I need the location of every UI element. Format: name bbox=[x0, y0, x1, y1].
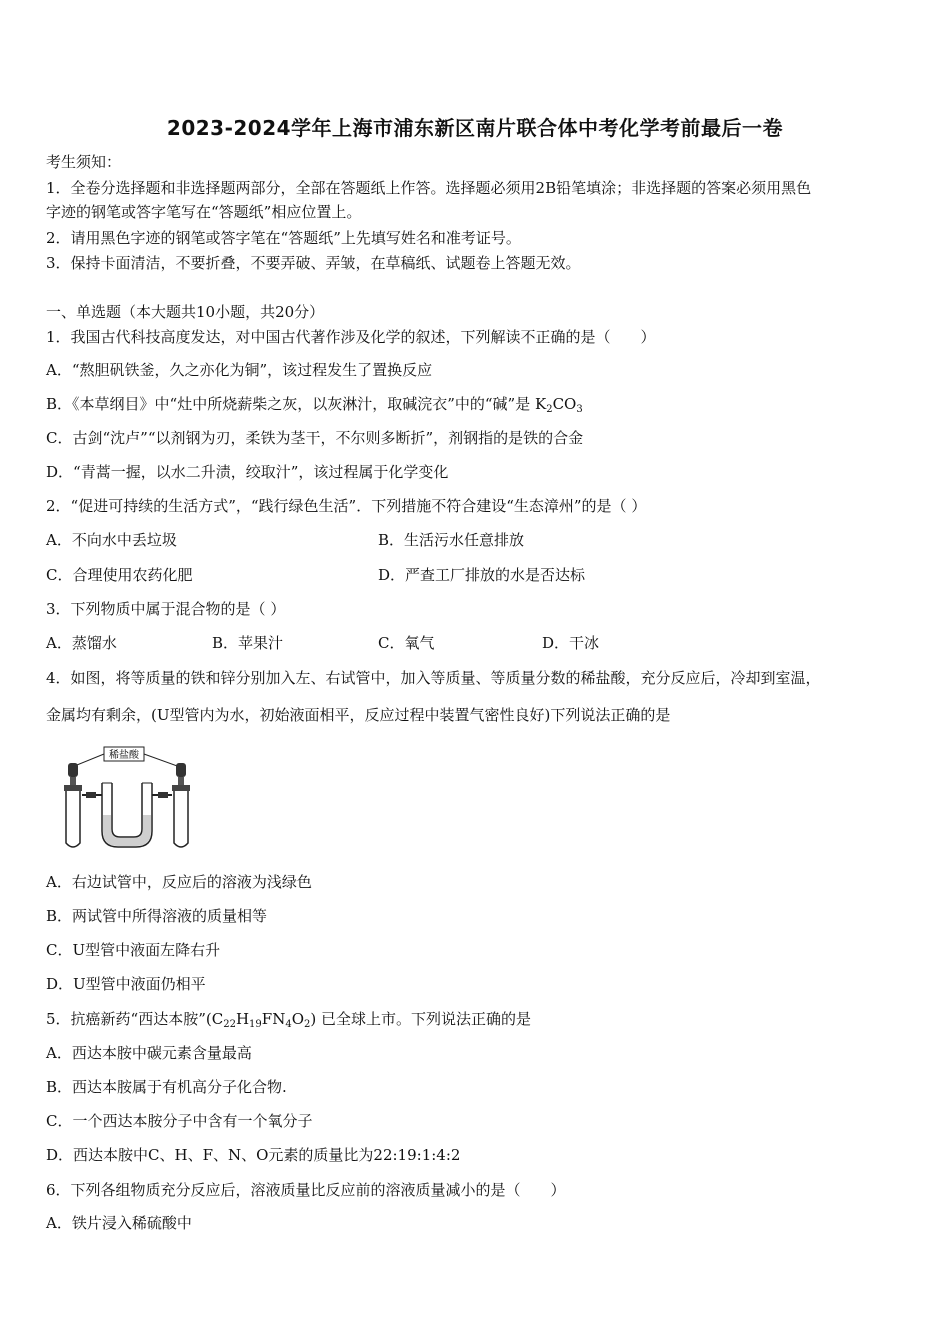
question-2-stem: 2．“促进可持续的生活方式”，“践行绿色生活”．下列措施不符合建设“生态漳州”的是（ ） bbox=[46, 497, 647, 515]
question-1-stem: 1．我国古代科技高度发达，对中国古代著作涉及化学的叙述，下列解读不正确的是（ ） bbox=[46, 328, 656, 346]
page-title: 2023-2024学年上海市浦东新区南片联合体中考化学考前最后一卷 bbox=[166, 116, 784, 140]
q3-option-d: D．干冰 bbox=[542, 634, 600, 652]
q2-option-a: A．不向水中丢垃圾 bbox=[46, 531, 177, 549]
question-5-stem: 5．抗癌新药“西达本胺$”(C_{22}H_{19}FN_4O_2)$ 已全球上市。下列说法正确的是 bbox=[46, 1010, 532, 1030]
q5-option-b: B．西达本胺属于有机高分子化合物. bbox=[46, 1078, 287, 1096]
q1-option-c: C．古剑“沈卢”“以剂钢为刃，柔铁为茎干，不尔则多断折”，剂钢指的是铁的合金 bbox=[46, 429, 584, 447]
q1-option-a: A．“熬胆矾铁釜，久之亦化为铜”，该过程发生了置换反应 bbox=[46, 361, 433, 379]
q2-option-c: C．合理使用农药化肥 bbox=[46, 566, 193, 584]
q6-option-a: A．铁片浸入稀硫酸中 bbox=[46, 1214, 192, 1232]
question-4-stem: 4．如图，将等质量的铁和锌分别加入左、右试管中，加入等质量、等质量分数的稀盐酸，充分反应后，冷却到室温， bbox=[46, 669, 821, 687]
notice-item: 3．保持卡面清洁，不要折叠，不要弄破、弄皱，在草稿纸、试题卷上答题无效。 bbox=[46, 254, 581, 272]
q2-option-d: D．严查工厂排放的水是否达标 bbox=[378, 566, 586, 584]
notice-item: 1．全卷分选择题和非选择题两部分，全部在答题纸上作答。选择题必须用2B铅笔填涂；非选择题的答案必须用黑色 bbox=[46, 179, 812, 197]
question-4-stem-cont: 金属均有剩余，(U型管内为水，初始液面相平，反应过程中装置气密性良好)下列说法正确的是 bbox=[46, 706, 671, 724]
q5-option-d: D．西达本胺中C、H、F、N、O元素的质量比为22:19:1:4:2 bbox=[46, 1146, 461, 1164]
notice-item: 2．请用黑色字迹的钢笔或答字笔在“答题纸”上先填写姓名和准考证号。 bbox=[46, 229, 521, 247]
q3-option-b: B．苹果汁 bbox=[212, 634, 284, 652]
q3-option-c: C．氧气 bbox=[378, 634, 435, 652]
section-heading: 一、单选题（本大题共10小题，共20分） bbox=[46, 303, 325, 321]
figure-label: 稀盐酸 bbox=[109, 750, 139, 761]
u-tube-apparatus-figure bbox=[58, 745, 198, 855]
q4-option-a: A．右边试管中，反应后的溶液为浅绿色 bbox=[46, 873, 312, 891]
q4-option-b: B．两试管中所得溶液的质量相等 bbox=[46, 907, 268, 925]
q5-option-c: C．一个西达本胺分子中含有一个氧分子 bbox=[46, 1112, 313, 1130]
q3-option-a: A．蒸馏水 bbox=[46, 634, 117, 652]
q4-option-c: C．U型管中液面左降右升 bbox=[46, 941, 221, 959]
q1-option-d: D．“青蒿一握，以水二升渍，绞取汁”，该过程属于化学变化 bbox=[46, 463, 449, 481]
q1-option-b: B．《本草纲目》中“灶中所烧薪柴之灰，以灰淋汁，取碱浣衣”中的“碱”是 $K_2CO_3$ bbox=[46, 395, 583, 415]
q4-option-d: D．U型管中液面仍相平 bbox=[46, 975, 206, 993]
question-3-stem: 3．下列物质中属于混合物的是（ ） bbox=[46, 600, 286, 618]
q2-option-b: B．生活污水任意排放 bbox=[378, 531, 525, 549]
notice-item: 字迹的钢笔或答字笔写在“答题纸”相应位置上。 bbox=[46, 203, 362, 221]
notice-heading: 考生须知： bbox=[46, 153, 122, 171]
question-6-stem: 6．下列各组物质充分反应后，溶液质量比反应前的溶液质量减小的是（ ） bbox=[46, 1181, 566, 1199]
q5-option-a: A．西达本胺中碳元素含量最高 bbox=[46, 1044, 252, 1062]
